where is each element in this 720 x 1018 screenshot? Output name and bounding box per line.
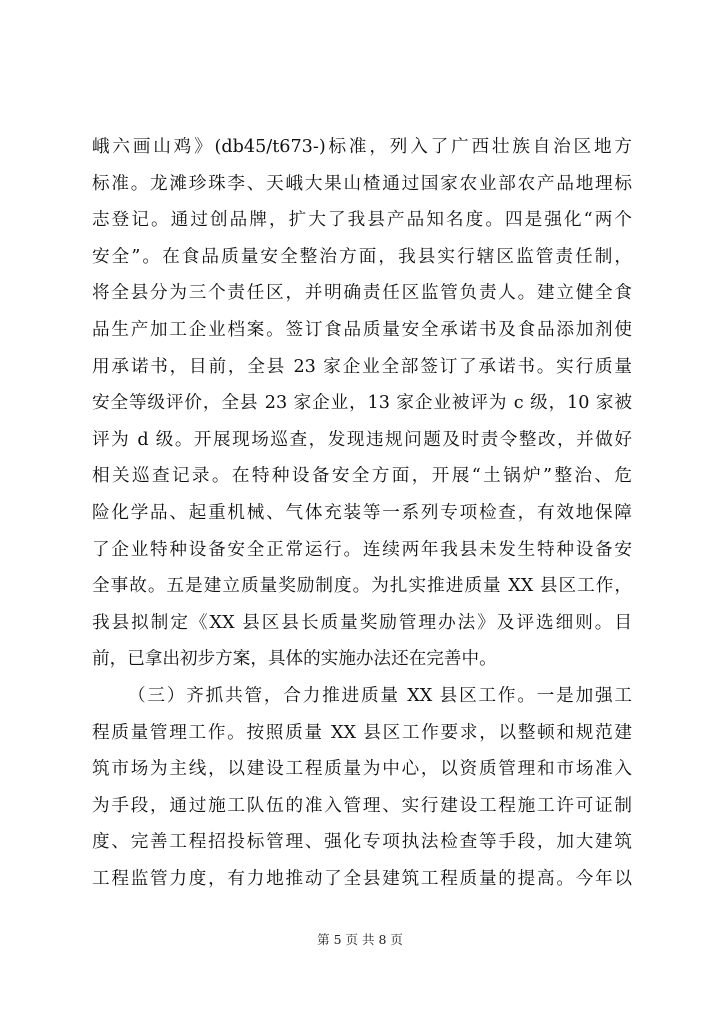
text-line: 全事故。五是建立质量奖励制度。为扎实推进质量 XX 县区工作， xyxy=(92,576,632,597)
paragraph-first-line: （三）齐抓共管，合力推进质量 XX 县区工作。一是加强工 xyxy=(128,685,632,706)
text-line: 险化学品、起重机械、气体充装等一系列专项检查，有效地保障 xyxy=(92,502,632,523)
text-line: 将全县分为三个责任区，并明确责任区监管负责人。建立健全食 xyxy=(92,283,632,304)
text-line: 评为 d 级。开展现场巡查，发现违规问题及时责令整改，并做好 xyxy=(92,429,632,450)
text-line: 度、完善工程招投标管理、强化专项执法检查等手段，加大建筑 xyxy=(92,832,632,853)
text-line: 筑市场为主线，以建设工程质量为中心，以资质管理和市场准入 xyxy=(92,759,632,780)
text-line: 前，已拿出初步方案，具体的实施办法还在完善中。 xyxy=(92,649,497,670)
text-line: 了企业特种设备安全正常运行。连续两年我县未发生特种设备安 xyxy=(92,539,632,560)
text-line: 品生产加工企业档案。签订食品质量安全承诺书及食品添加剂使 xyxy=(92,319,632,340)
text-line: 安全等级评价，全县 23 家企业，13 家企业被评为 c 级，10 家被 xyxy=(92,393,632,414)
text-line: 工程监管力度，有力地推动了全县建筑工程质量的提高。今年以 xyxy=(92,868,632,889)
text-line: 程质量管理工作。按照质量 XX 县区工作要求，以整顿和规范建 xyxy=(92,722,632,743)
page-number-footer: 第 5 页 共 8 页 xyxy=(317,932,403,947)
text-line: 用承诺书，目前，全县 23 家企业全部签订了承诺书。实行质量 xyxy=(92,356,632,377)
text-line: 相关巡查记录。在特种设备安全方面，开展“土锅炉”整治、危 xyxy=(92,466,632,487)
text-line: 安全”。在食品质量安全整治方面，我县实行辖区监管责任制， xyxy=(92,246,632,267)
text-line: 为手段，通过施工队伍的准入管理、实行建设工程施工许可证制 xyxy=(92,795,632,816)
text-line: 标准。龙滩珍珠李、天峨大果山楂通过国家农业部农产品地理标 xyxy=(92,173,632,194)
text-line: 志登记。通过创品牌，扩大了我县产品知名度。四是强化“两个 xyxy=(92,210,632,231)
document-body xyxy=(92,129,632,897)
text-line: 峨六画山鸡》(db45/t673-)标准，列入了广西壮族自治区地方 xyxy=(92,137,632,157)
text-line: 我县拟制定《XX 县区县长质量奖励管理办法》及评选细则。目 xyxy=(92,612,632,633)
